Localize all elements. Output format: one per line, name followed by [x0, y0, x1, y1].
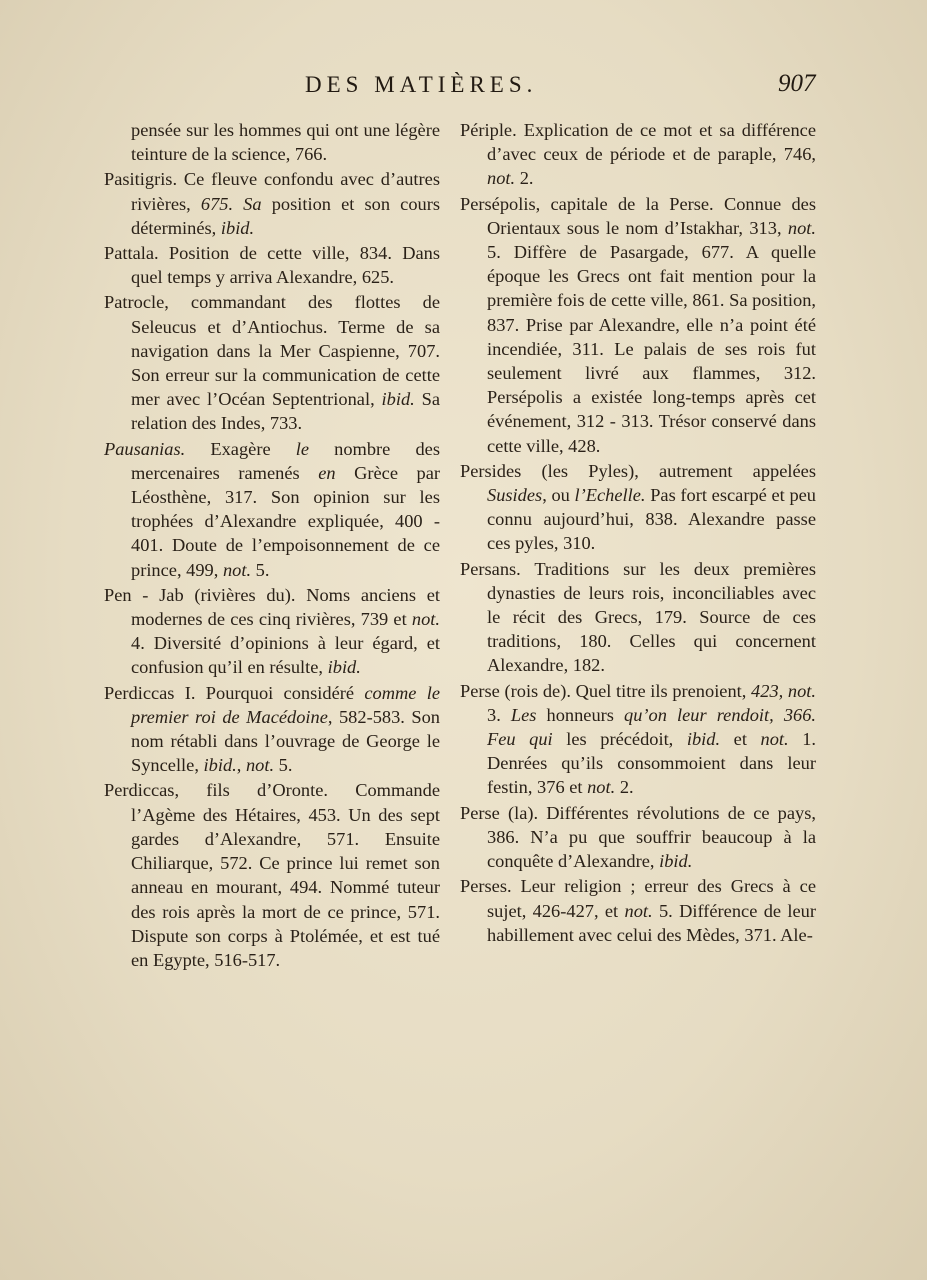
index-entry: Pasitigris. Ce fleuve confondu avec d’autres rivières, 675. Sa position et son cours déterminés, ibid.	[104, 169, 441, 238]
index-entry: Perdiccas I. Pourquoi considéré comme le premier roi de Macédoine, 582-583. Son nom rétabli dans l’ouvrage de George le Syncelle, ibid., not. 5.	[104, 682, 441, 776]
index-entry: Perse (rois de). Quel titre ils prenoient, 423, not. 3. Les honneurs qu’on leur rendoit, 366. Feu qui les précédoit, ibid. et not. 1. Denrées qu’ils consommoient dans leur festin, 376 et not. 2.	[460, 680, 816, 798]
right-column	[460, 118, 816, 948]
index-entry: Pausanias. Exagère le nombre des mercenaires ramenés en Grèce par Léosthène, 317. Son opinion sur les trophées d’Alexandre expliquée, 400 - 401. Doute de l’empoisonnement de ce prince, 499, not. 5.	[104, 438, 441, 580]
index-entry: Pen - Jab (rivières du). Noms anciens et modernes de ces cinq rivières, 739 et not. 4. Diversité d’opinions à leur égard, et confusion qu’il en résulte, ibid.	[104, 584, 440, 678]
index-entry: Persans. Traditions sur les deux premières dynasties de leurs rois, inconciliables avec le récit des Grecs, 179. Source de ces traditions, 180. Celles qui concernent Alexandre, 182.	[460, 558, 816, 676]
index-entry: Périple. Explication de ce mot et sa différence d’avec ceux de période et de paraple, 746, not. 2.	[460, 120, 816, 189]
index-entry: Persides (les Pyles), autrement appelées Susides, ou l’Echelle. Pas fort escarpé et peu connu aujourd’hui, 838. Alexandre passe ces pyles, 310.	[460, 460, 816, 554]
running-head: DES MATIÈRES.	[305, 72, 538, 97]
index-entry: Perses. Leur religion ; erreur des Grecs à ce sujet, 426-427, et not. 5. Différence de leur habillement avec celui des Mèdes, 371. Ale-	[460, 876, 816, 945]
index-entry: pensée sur les hommes qui ont une légère teinture de la science, 766.	[131, 120, 440, 165]
index-entry: Perse (la). Différentes révolutions de ce pays, 386. N’a pu que souffrir beaucoup à la conquête d’Alexandre, ibid.	[460, 802, 816, 872]
page-header	[0, 72, 927, 108]
left-column	[104, 118, 440, 973]
page-number: 907	[778, 70, 816, 97]
index-entry: Perdiccas, fils d’Oronte. Commande l’Agème des Hétaires, 453. Un des sept gardes d’Alexandre, 571. Ensuite Chiliarque, 572. Ce prince lui remet son anneau en mourant, 494. Nommé tuteur des rois après la mort de ce prince, 571. Dispute son corps à Ptolémée, et est tué en Egypte, 516-517.	[104, 780, 440, 970]
index-entry: Patrocle, commandant des flottes de Seleucus et d’Antiochus. Terme de sa navigation dans la Mer Caspienne, 707. Son erreur sur la communication de cette mer avec l’Océan Septentrional, ibid. Sa relation des Indes, 733.	[104, 292, 440, 434]
index-entry: Pattala. Position de cette ville, 834. Dans quel temps y arriva Alexandre, 625.	[104, 243, 440, 288]
index-entry: Persépolis, capitale de la Perse. Connue des Orientaux sous le nom d’Istakhar, 313, not. 5. Diffère de Pasargade, 677. A quelle époque les Grecs ont fait mention pour la première fois de cette ville, 861. Sa position, 837. Prise par Alexandre, elle n’a point été incendiée, 311. Le palais de ses rois fut seulement livré aux flammes, 312. Persépolis a existée long-temps après cet événement, 312 - 313. Trésor conservé dans cette ville, 428.	[460, 193, 816, 456]
